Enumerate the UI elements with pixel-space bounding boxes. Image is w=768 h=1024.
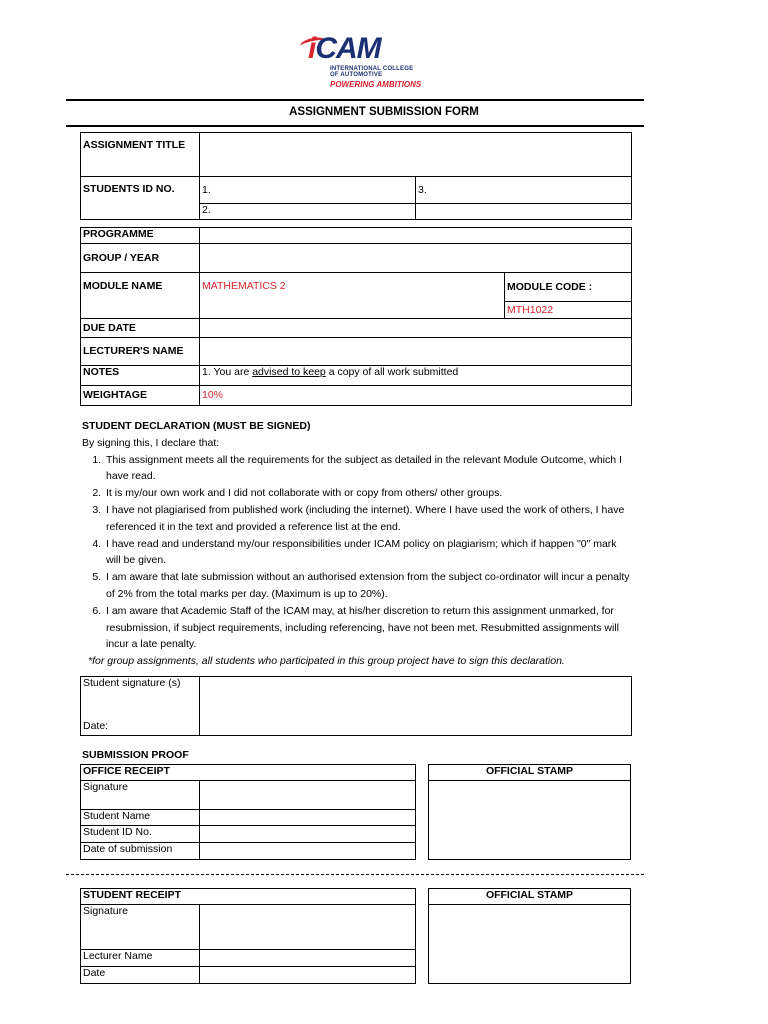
notes-label: NOTES [81,366,200,386]
lecturer-name-label: LECTURER'S NAME [81,338,200,366]
lecturer-name-field[interactable] [200,338,632,366]
receipt-signature-label: Signature [81,905,200,950]
receipt-lecturer-name-field[interactable] [200,950,416,967]
student-receipt-table [80,888,416,984]
declaration-item: 5. I am aware that late submission without an authorised extension from the subject co-ordinator will incur a penalty of 2% from the total marks per day. (Maximum is up to 20%). [104,569,632,603]
logo-line-1: INTERNATIONAL COLLEGE [330,66,414,72]
assignment-title-field[interactable] [200,133,632,177]
declaration-item: 3. I have not plagiarised from published work (including the internet). Where I have used the work of others, I have referenced it in the text and provided a reference list at the end. [104,502,632,536]
submission-proof-title: SUBMISSION PROOF [82,749,189,761]
student-id-field-3[interactable]: 3. [416,177,632,204]
module-name-value[interactable]: MATHEMATICS 2 [200,273,505,319]
title-rule [66,125,644,127]
assignment-title-label: ASSIGNMENT TITLE [81,133,200,177]
student-signature-field[interactable] [200,677,632,736]
signature-table [80,676,632,736]
weightage-label: WEIGHTAGE [81,386,200,406]
declaration-item: 1. This assignment meets all the requirements for the subject as detailed in the relevant Module Outcome, which I have read. [104,452,632,486]
declaration-intro: By signing this, I declare that: [82,436,220,449]
logo-wordmark: iCAM [308,32,381,65]
logo-line-2: OF AUTOMOTIVE [330,72,383,78]
notes-value: 1. You are advised to keep a copy of all work submitted [200,366,632,386]
group-year-label: GROUP / YEAR [81,244,200,273]
office-signature-label: Signature [81,781,200,810]
student-id-field-4[interactable] [416,204,632,220]
form-title: ASSIGNMENT SUBMISSION FORM [289,106,479,118]
official-stamp-label: OFFICIAL STAMP [429,765,631,781]
weightage-value: 10% [200,386,632,406]
receipt-date-field[interactable] [200,967,416,984]
cut-line [66,874,644,875]
office-receipt-header: OFFICE RECEIPT [81,765,416,781]
office-date-field[interactable] [200,843,416,860]
programme-details-table [80,227,632,406]
declaration-item: 4. I have read and understand my/our responsibilities under ICAM policy on plagiarism; which if happen "0" mark will be given. [104,536,632,570]
office-receipt-table [80,764,416,860]
student-declaration [82,418,632,670]
official-stamp-label: OFFICIAL STAMP [429,889,631,905]
group-year-field[interactable] [200,244,632,273]
student-id-field-1[interactable]: 1. [200,177,416,204]
date-label: Date: [83,720,109,732]
official-stamp-box-1 [428,764,631,860]
receipt-signature-field[interactable] [200,905,416,950]
office-date-label: Date of submission [81,843,200,860]
office-signature-field[interactable] [200,781,416,810]
programme-field[interactable] [200,228,632,244]
module-name-label: MODULE NAME [81,273,200,319]
office-student-id-field[interactable] [200,826,416,843]
due-date-label: DUE DATE [81,319,200,338]
module-code-label: MODULE CODE : [505,273,632,302]
student-signature-label: Student signature (s) [83,677,181,689]
icam-logo [300,32,428,92]
student-receipt-header: STUDENT RECEIPT [81,889,416,905]
logo-tagline: POWERING AMBITIONS [330,80,422,89]
signature-label-cell [81,677,200,736]
top-rule [66,99,644,101]
office-student-name-label: Student Name [81,810,200,826]
official-stamp-box-2 [428,888,631,984]
due-date-field[interactable] [200,319,632,338]
module-code-value[interactable]: MTH1022 [505,302,632,319]
notes-underlined-text: advised to keep [252,366,326,378]
students-id-label: STUDENTS ID NO. [81,177,200,220]
student-id-field-2[interactable]: 2. [200,204,416,220]
official-stamp-area [429,781,631,860]
declaration-list [82,452,632,654]
declaration-heading: STUDENT DECLARATION (MUST BE SIGNED) [82,420,311,432]
assignment-id-table [80,132,632,220]
programme-label: PROGRAMME [81,228,200,244]
office-student-name-field[interactable] [200,810,416,826]
office-student-id-label: Student ID No. [81,826,200,843]
declaration-item: 2. It is my/our own work and I did not collaborate with or copy from others/ other groups. [104,485,632,502]
receipt-date-label: Date [81,967,200,984]
group-declaration-note: *for group assignments, all students who participated in this group project have to sign this declaration. [88,655,565,668]
receipt-lecturer-name-label: Lecturer Name [81,950,200,967]
declaration-item: 6. I am aware that Academic Staff of the ICAM may, at his/her discretion to return this assignment unmarked, for resubmission, if subject requirements, including referencing, have not been met. Resubmitted assignments will incur a late penalty. [104,603,632,653]
official-stamp-area [429,905,631,984]
